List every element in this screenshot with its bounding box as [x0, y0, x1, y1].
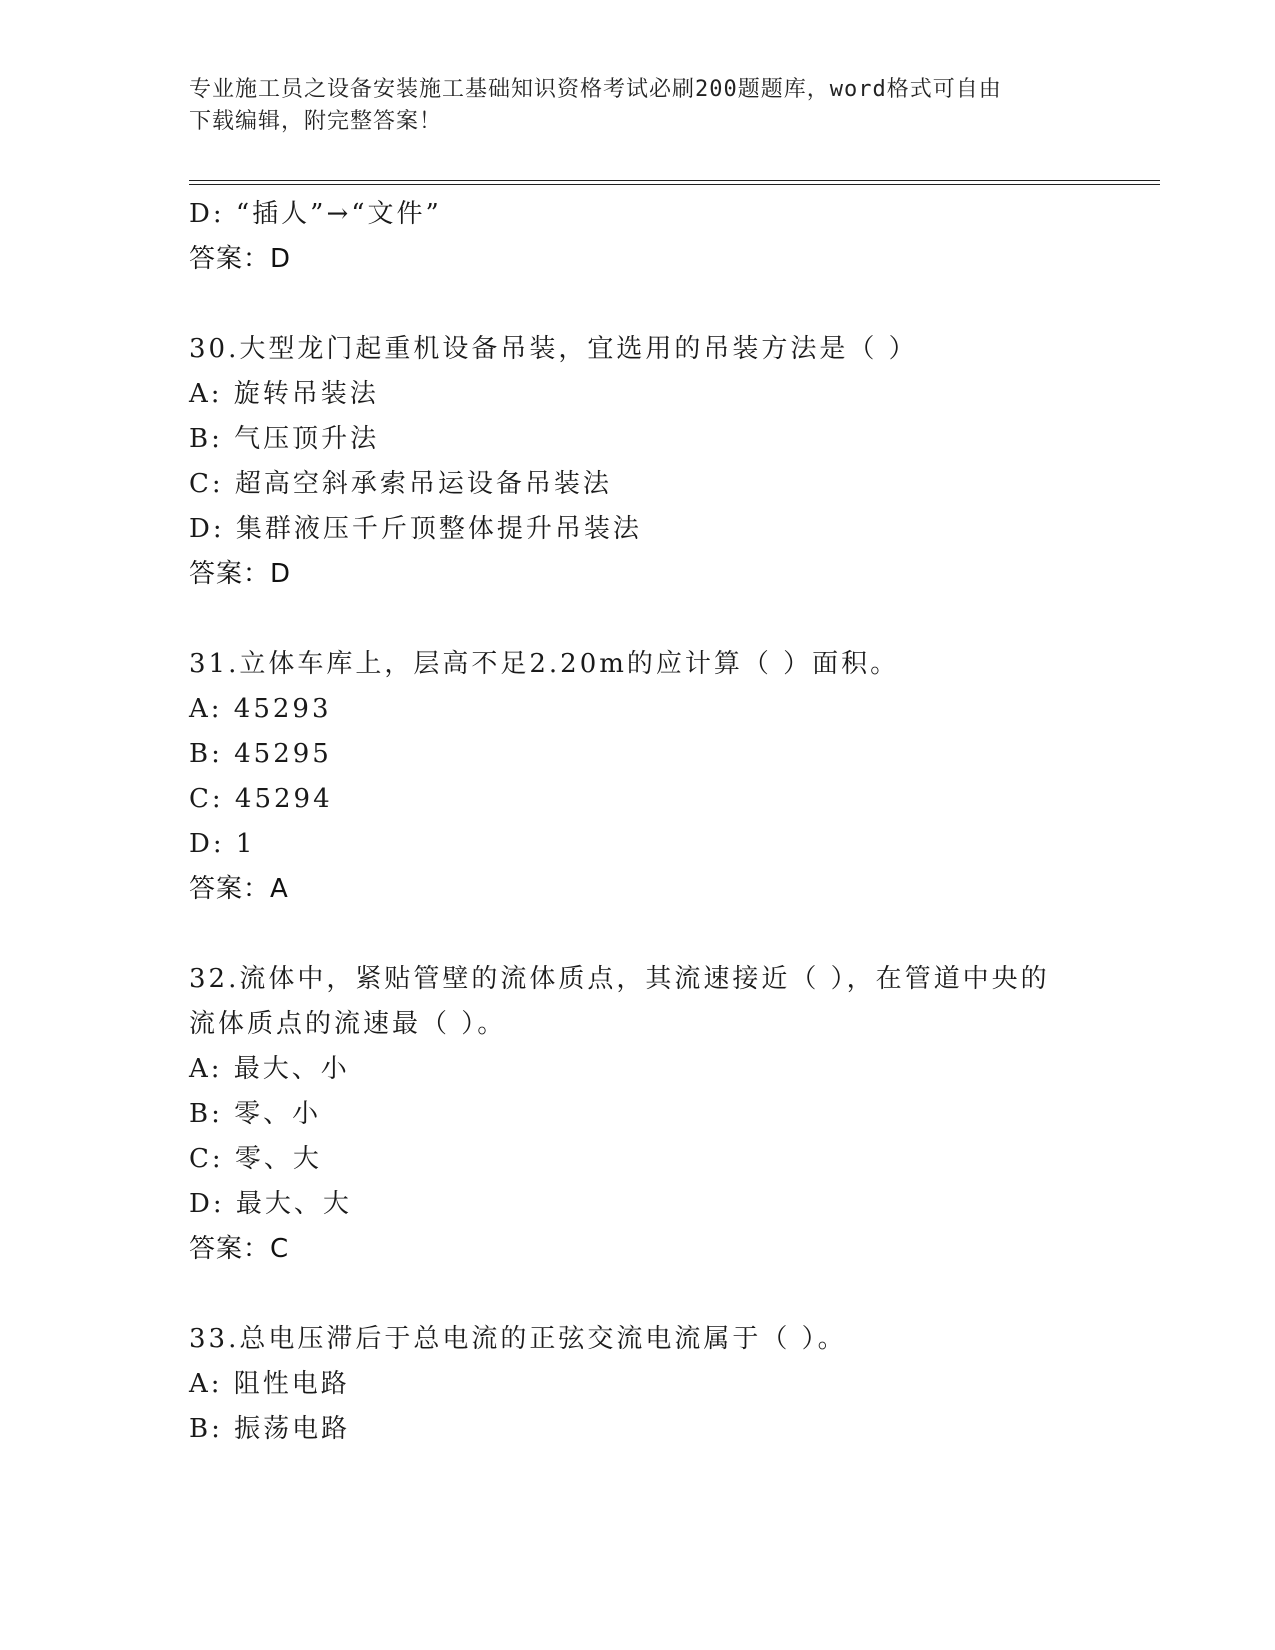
option-c: C: 零、大 — [189, 1144, 322, 1174]
option-d: D: “插人”→“文件” — [189, 199, 442, 229]
answer-line: 答案：C — [189, 1234, 290, 1264]
header-line-1: 专业施工员之设备安装施工基础知识资格考试必刷200题题库，word格式可自由 — [189, 77, 1002, 102]
option-c: C: 45294 — [189, 784, 333, 814]
spacer — [189, 282, 1089, 327]
question-33 — [189, 1317, 1089, 1452]
spacer — [189, 597, 1089, 642]
question-31 — [189, 642, 1089, 912]
document-header — [189, 74, 1089, 138]
question-stem: 31.立体车库上，层高不足2.20m的应计算（ ）面积。 — [189, 649, 900, 679]
question-stem-line-1: 32.流体中，紧贴管壁的流体质点，其流速接近（ ），在管道中央的 — [189, 964, 1050, 994]
option-d: D: 最大、大 — [189, 1189, 352, 1219]
option-b: B: 45295 — [189, 739, 332, 769]
option-b: B: 气压顶升法 — [189, 424, 380, 454]
option-b: B: 零、小 — [189, 1099, 322, 1129]
question-stem: 30.大型龙门起重机设备吊装，宜选用的吊装方法是（ ） — [189, 334, 918, 364]
spacer — [189, 1272, 1089, 1317]
header-divider-top — [189, 180, 1160, 181]
question-list — [189, 192, 1089, 1452]
option-c: C: 超高空斜承索吊运设备吊装法 — [189, 469, 612, 499]
question-30 — [189, 327, 1089, 597]
answer-line: 答案：A — [189, 874, 289, 904]
question-stem: 33.总电压滞后于总电流的正弦交流电流属于（ ）。 — [189, 1324, 847, 1354]
spacer — [189, 912, 1089, 957]
option-b: B: 振荡电路 — [189, 1414, 351, 1444]
answer-line: 答案：D — [189, 244, 292, 274]
question-stem-line-2: 流体质点的流速最（ ）。 — [189, 1009, 507, 1039]
question-29-tail — [189, 192, 1089, 282]
option-a: A: 阻性电路 — [189, 1369, 350, 1399]
answer-line: 答案：D — [189, 559, 292, 589]
header-divider-bottom — [189, 184, 1160, 185]
header-line-2: 下载编辑，附完整答案！ — [189, 109, 443, 134]
option-d: D: 1 — [189, 829, 256, 859]
option-a: A: 最大、小 — [189, 1054, 350, 1084]
option-d: D: 集群液压千斤顶整体提升吊装法 — [189, 514, 642, 544]
option-a: A: 45293 — [189, 694, 332, 724]
option-a: A: 旋转吊装法 — [189, 379, 379, 409]
question-32 — [189, 957, 1089, 1272]
